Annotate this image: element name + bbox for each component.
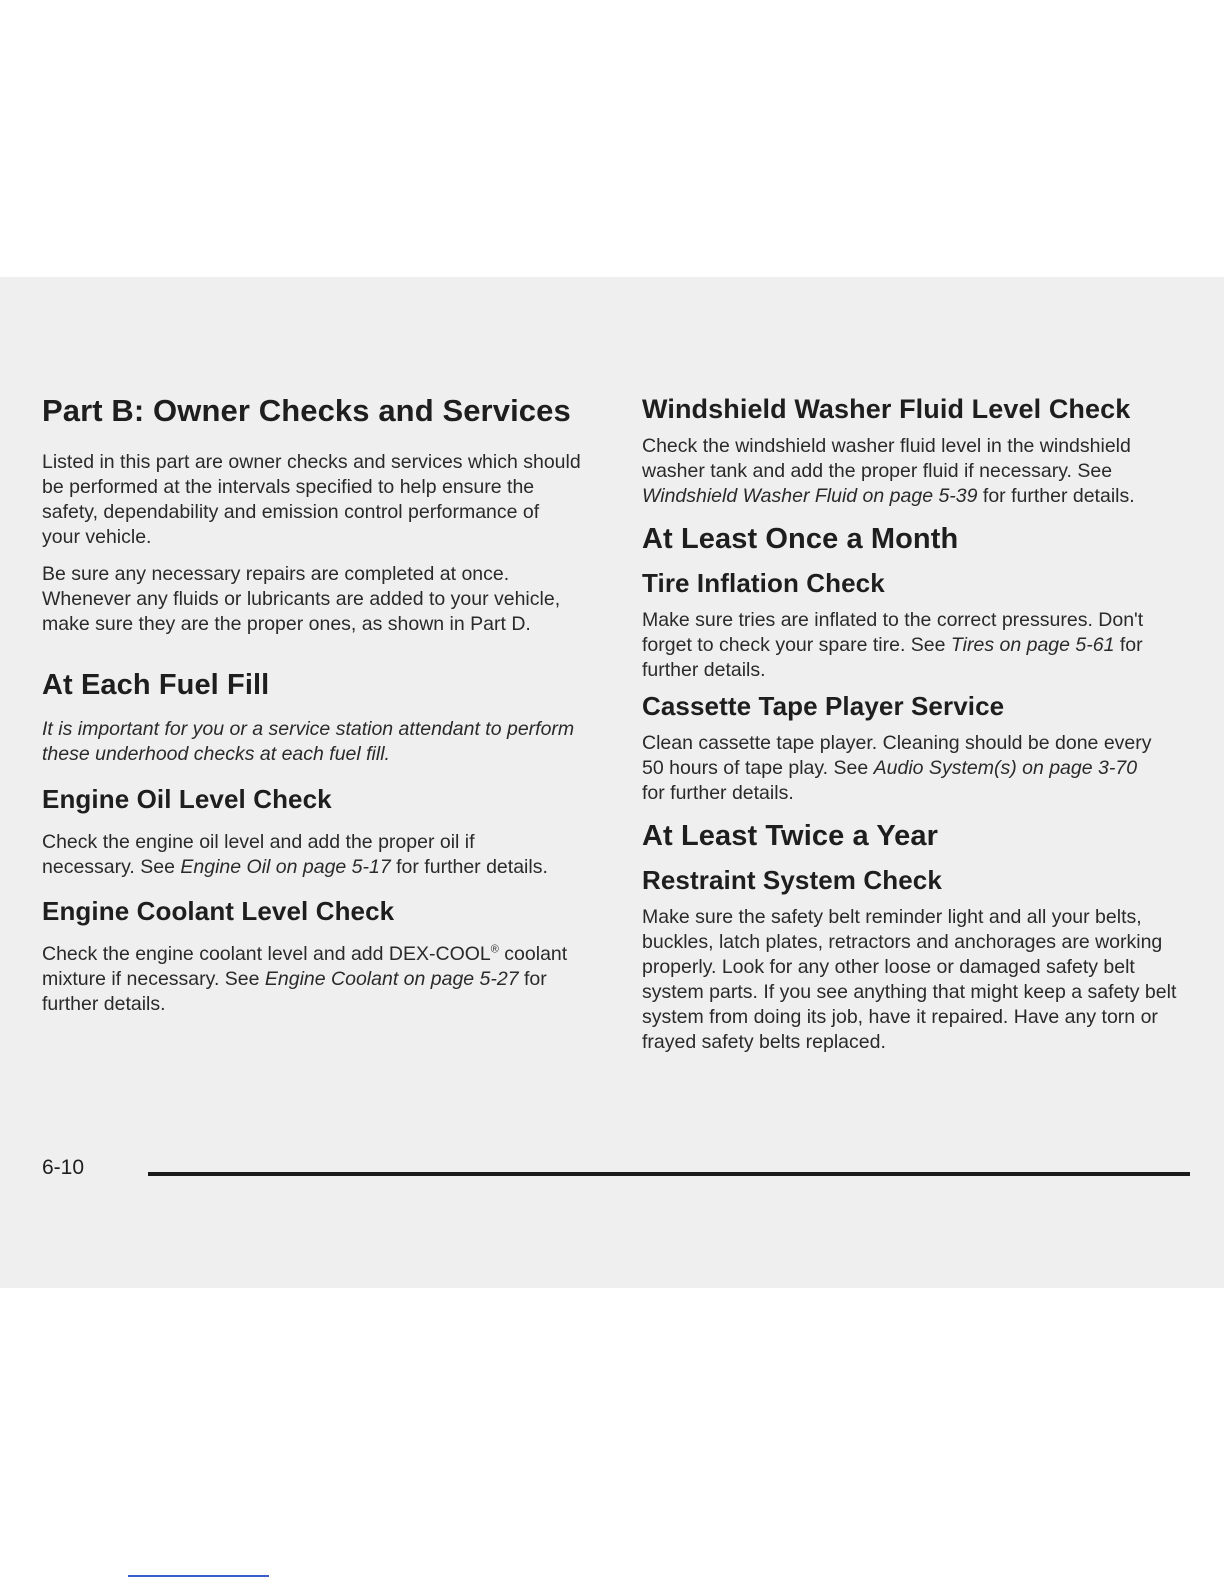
coolant-paragraph [42, 942, 572, 1017]
intro-paragraph-1: Listed in this part are owner checks and services which should be performed at the intervals specified to help ensure the safety, dependability and emission control performance of your vehicle. [42, 451, 581, 548]
coolant-text-end: for further details. [42, 968, 547, 1015]
right-column [642, 392, 1202, 1055]
tire-page-reference[interactable]: Tires on page 5-61 [950, 634, 1115, 656]
cassette-page-reference[interactable]: Audio System(s) on page 3-70 [873, 757, 1138, 779]
washer-text-end: for further details. [977, 485, 1135, 507]
restraint-paragraph: Make sure the safety belt reminder light and all your belts, buckles, latch plates, retractors and anchorages are working properly. Look for any other loose or damaged safety belt system parts. If you see anything that might keep a safety belt system from doing its job, have it repaired. Have any torn or frayed safety belts replaced. [642, 906, 1177, 1053]
oil-text-end: for further details. [390, 856, 548, 878]
fuel-fill-heading: At Each Fuel Fill [42, 669, 270, 701]
intro-paragraph-2: Be sure any necessary repairs are completed at once. Whenever any fluids or lubricants are added to your vehicle, make sure they are the proper ones, as shown in Part D. [42, 563, 561, 635]
coolant-text-mid: coolant mixture if necessary. See [42, 943, 568, 990]
washer-paragraph [642, 434, 1197, 509]
tire-heading: Tire Inflation Check [642, 568, 885, 598]
coolant-text: Check the engine coolant level and add DEX-COOL [42, 943, 491, 965]
cassette-heading: Cassette Tape Player Service [642, 691, 1005, 721]
oil-paragraph [42, 830, 562, 880]
washer-heading: Windshield Washer Fluid Level Check [642, 394, 1131, 424]
footer-rule [148, 1172, 1190, 1176]
oil-text: Check the engine oil level and add the proper oil if necessary. See [42, 831, 475, 878]
part-title: Part B: Owner Checks and Services [42, 393, 571, 428]
tire-text-end: for further details. [642, 634, 1143, 681]
coolant-page-reference[interactable]: Engine Coolant on page 5-27 [264, 968, 519, 990]
page-number: 6-10 [42, 1156, 85, 1179]
tire-paragraph [642, 608, 1162, 683]
oil-heading: Engine Oil Level Check [42, 784, 332, 814]
cassette-text-end: for further details. [642, 782, 794, 804]
washer-text: Check the windshield washer fluid level in the windshield washer tank and add the proper fluid if necessary. See [642, 435, 1131, 482]
coolant-heading: Engine Coolant Level Check [42, 896, 395, 926]
cassette-text: Clean cassette tape player. Cleaning should be done every 50 hours of tape play. See [642, 732, 1152, 779]
fuel-fill-note: It is important for you or a service station attendant to perform these underhood checks at each fuel fill. [42, 718, 575, 765]
left-column [42, 392, 592, 1017]
washer-page-reference[interactable]: Windshield Washer Fluid on page 5-39 [642, 485, 978, 507]
oil-page-reference[interactable]: Engine Oil on page 5-17 [180, 856, 391, 878]
registered-mark: ® [490, 943, 499, 956]
twice-heading: At Least Twice a Year [642, 820, 939, 852]
cassette-paragraph [642, 731, 1157, 806]
monthly-heading: At Least Once a Month [642, 523, 959, 555]
tire-text: Make sure tries are inflated to the correct pressures. Don't forget to check your spare tire. See [642, 609, 1144, 656]
bottom-link-underline [128, 1575, 269, 1577]
restraint-heading: Restraint System Check [642, 865, 942, 895]
